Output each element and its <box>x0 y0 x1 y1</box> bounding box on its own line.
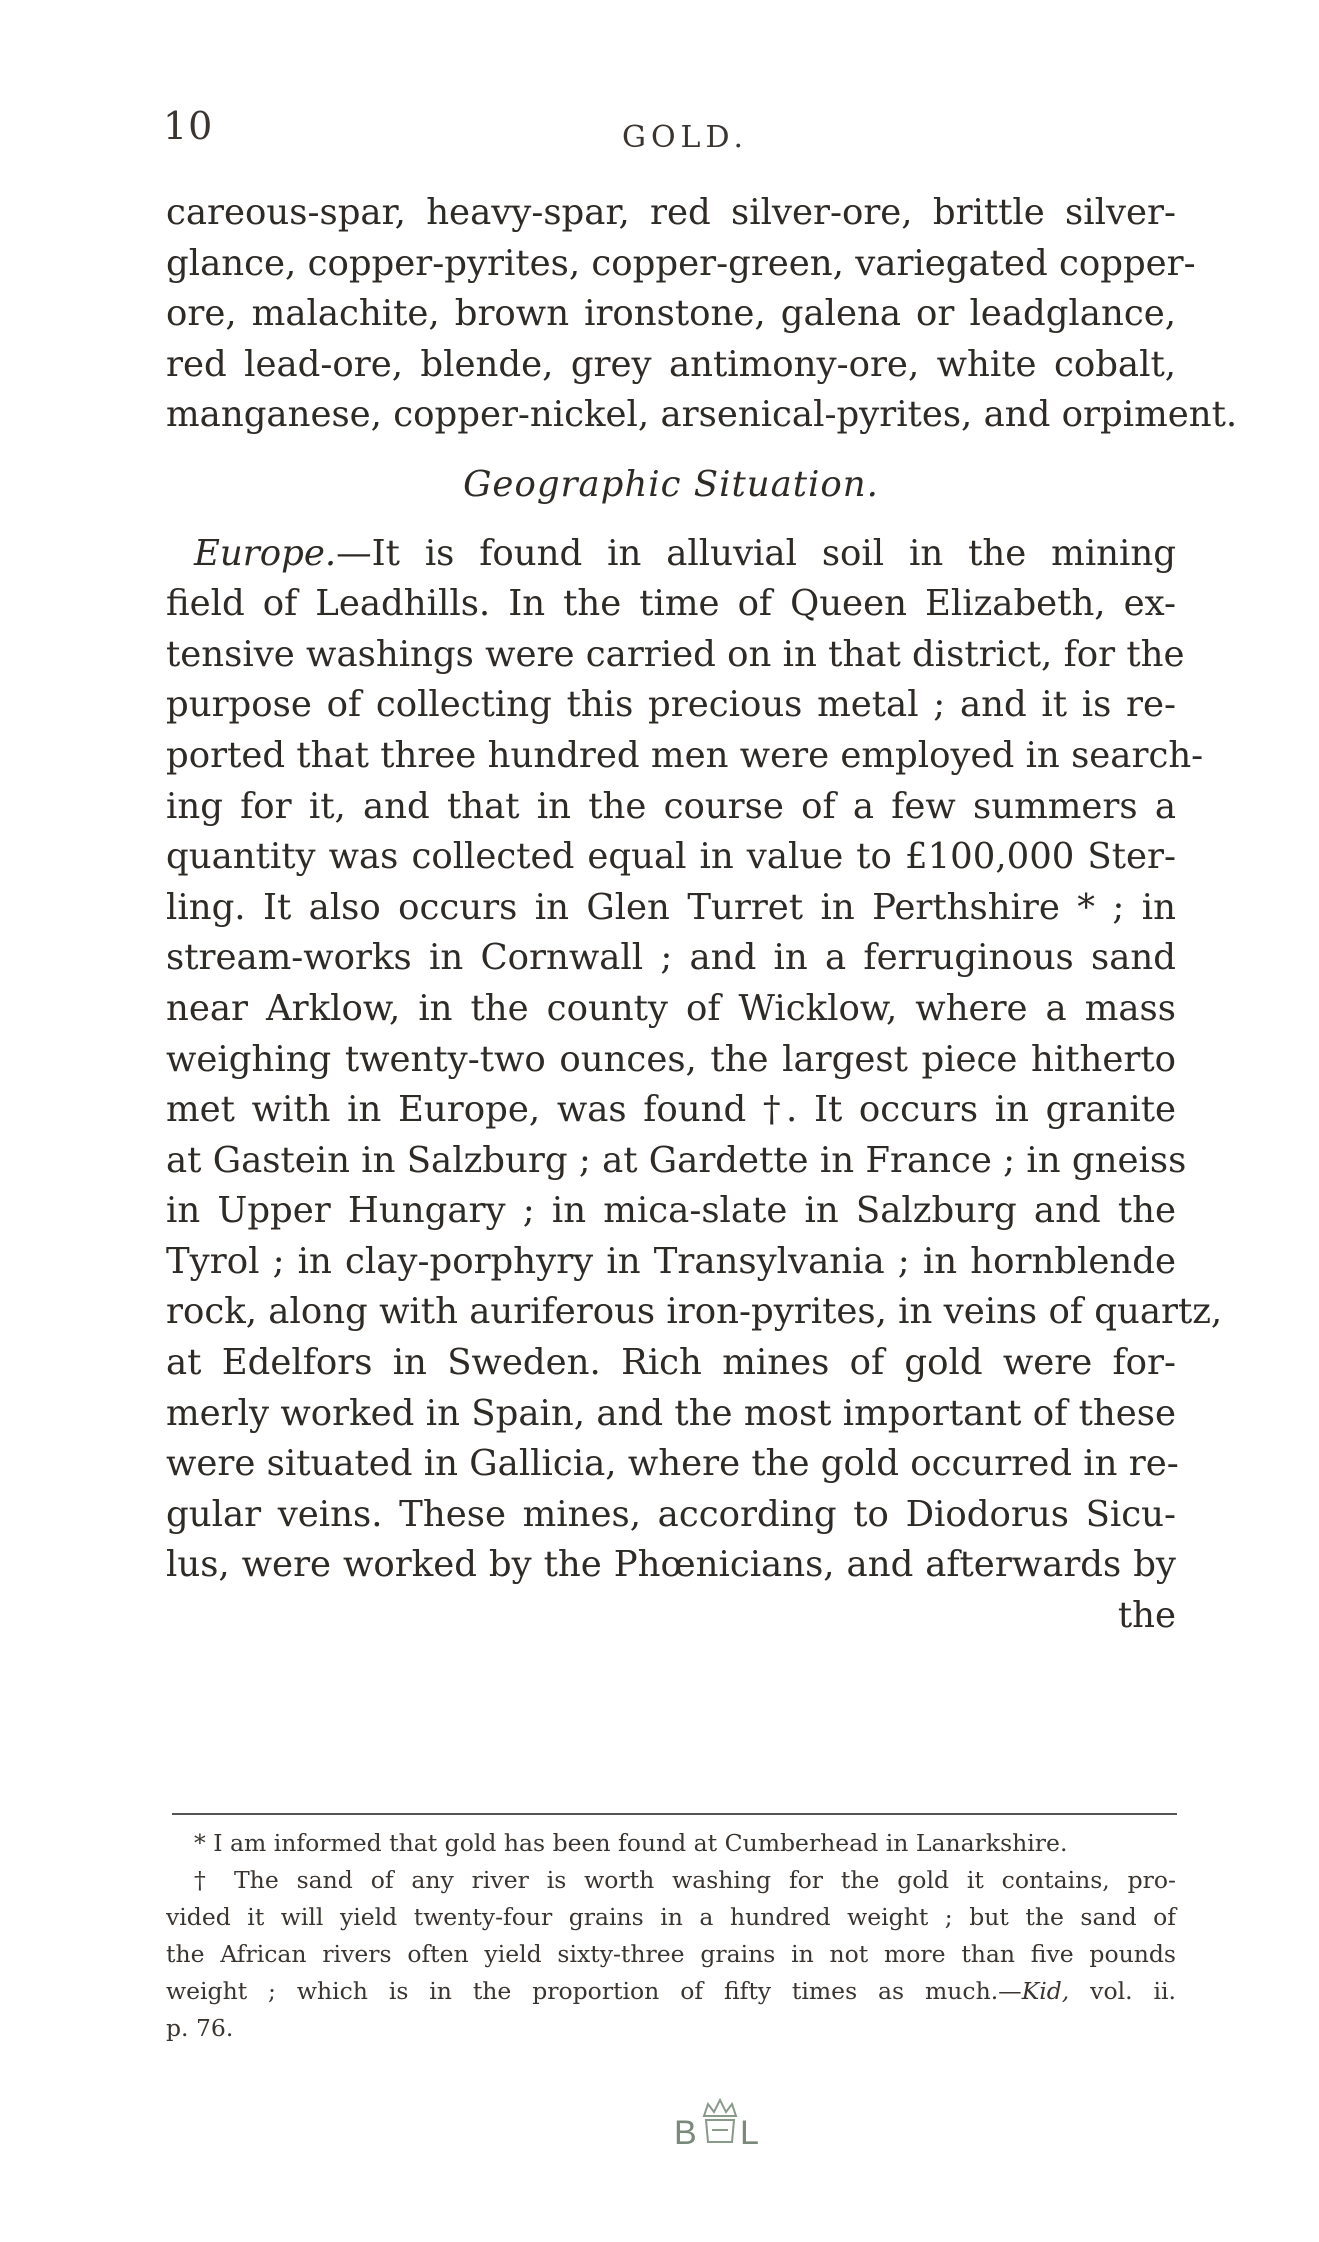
text-line: ore, malachite, brown ironstone, galena or leadglance, <box>166 293 1176 335</box>
text-line: lus, were worked by the Phœnicians, and afterwards by <box>166 1544 1176 1586</box>
footnote-citation-rest: vol. ii. <box>1069 1977 1176 2005</box>
text-line: tensive washings were carried on in that district, for the <box>166 633 1185 675</box>
page-number: 10 <box>163 104 214 148</box>
footnote-2-line: vided it will yield twenty-four grains in a hundred weight ; but the sand of <box>166 1903 1176 1931</box>
body-text <box>166 188 1238 1642</box>
stamp-letter-b: B <box>674 2114 697 2152</box>
text-line: gular veins. These mines, according to Diodorus Sicu- <box>166 1493 1176 1535</box>
running-title: GOLD. <box>622 120 749 155</box>
text-line: Tyrol ; in clay-porphyry in Transylvania ; in hornblende <box>166 1240 1176 1282</box>
text-line: ported that three hundred men were employed in search- <box>166 734 1204 776</box>
footnote-2-line <box>166 1973 1176 2010</box>
text-line: were situated in Gallicia, where the gold occurred in re- <box>166 1443 1179 1485</box>
stamp-letter-l: L <box>740 2114 759 2152</box>
text-line: rock, along with auriferous iron-pyrites, in veins of quartz, <box>166 1291 1223 1333</box>
footnote-2-text: weight ; which is in the proportion of fifty times as much.— <box>166 1977 1022 2005</box>
text-line: at Gastein in Salzburg ; at Gardette in France ; in gneiss <box>166 1139 1187 1181</box>
text-line: in Upper Hungary ; in mica-slate in Salzburg and the <box>166 1190 1176 1232</box>
text-line: at Edelfors in Sweden. Rich mines of gold were for- <box>166 1342 1176 1384</box>
text-line: ing for it, and that in the course of a few summers a <box>166 785 1176 827</box>
section-heading: Geographic Situation. <box>463 463 879 505</box>
text-line: manganese, copper-nickel, arsenical-pyrites, and orpiment. <box>166 394 1238 436</box>
footnote-2-line: † The sand of any river is worth washing for the gold it contains, pro- <box>194 1866 1176 1894</box>
footnote-2-line: the African rivers often yield sixty-three grains in not more than five pounds <box>166 1940 1176 1968</box>
footnotes <box>166 1825 1176 2047</box>
crown-icon <box>704 2100 736 2142</box>
text-line: quantity was collected equal in value to £100,000 Ster- <box>166 836 1176 878</box>
text-line: near Arklow, in the county of Wicklow, where a mass <box>166 987 1176 1029</box>
text-line: weighing twenty-two ounces, the largest piece hitherto <box>166 1038 1176 1080</box>
text-line: merly worked in Spain, and the most important of these <box>166 1392 1176 1434</box>
text-line: ling. It also occurs in Glen Turret in Perthshire * ; in <box>166 886 1176 928</box>
footnote-2-line: p. 76. <box>166 2014 234 2042</box>
catchword: the <box>1117 1595 1176 1637</box>
text-line: careous-spar, heavy-spar, red silver-ore, brittle silver- <box>166 192 1176 233</box>
text-line: glance, copper-pyrites, copper-green, variegated copper- <box>166 242 1196 284</box>
footnote-rule <box>172 1813 1177 1815</box>
library-stamp <box>672 2086 762 2156</box>
text-line: stream-works in Cornwall ; and in a ferruginous sand <box>166 937 1176 979</box>
text-line: met with in Europe, was found †. It occurs in granite <box>166 1089 1176 1131</box>
footnote-citation: Kid, <box>1021 1977 1070 2005</box>
text-line: red lead-ore, blende, grey antimony-ore, white cobalt, <box>166 343 1176 385</box>
text-line: purpose of collecting this precious metal ; and it is re- <box>166 684 1176 726</box>
text-line: field of Leadhills. In the time of Queen Elizabeth, ex- <box>166 583 1176 625</box>
paragraph-lead: Europe. <box>194 532 337 574</box>
text-line-rest: —It is found in alluvial soil in the mining <box>336 532 1176 574</box>
footnote-1: * I am informed that gold has been found at Cumberhead in Lanarkshire. <box>194 1829 1068 1857</box>
text-line <box>166 529 1176 580</box>
